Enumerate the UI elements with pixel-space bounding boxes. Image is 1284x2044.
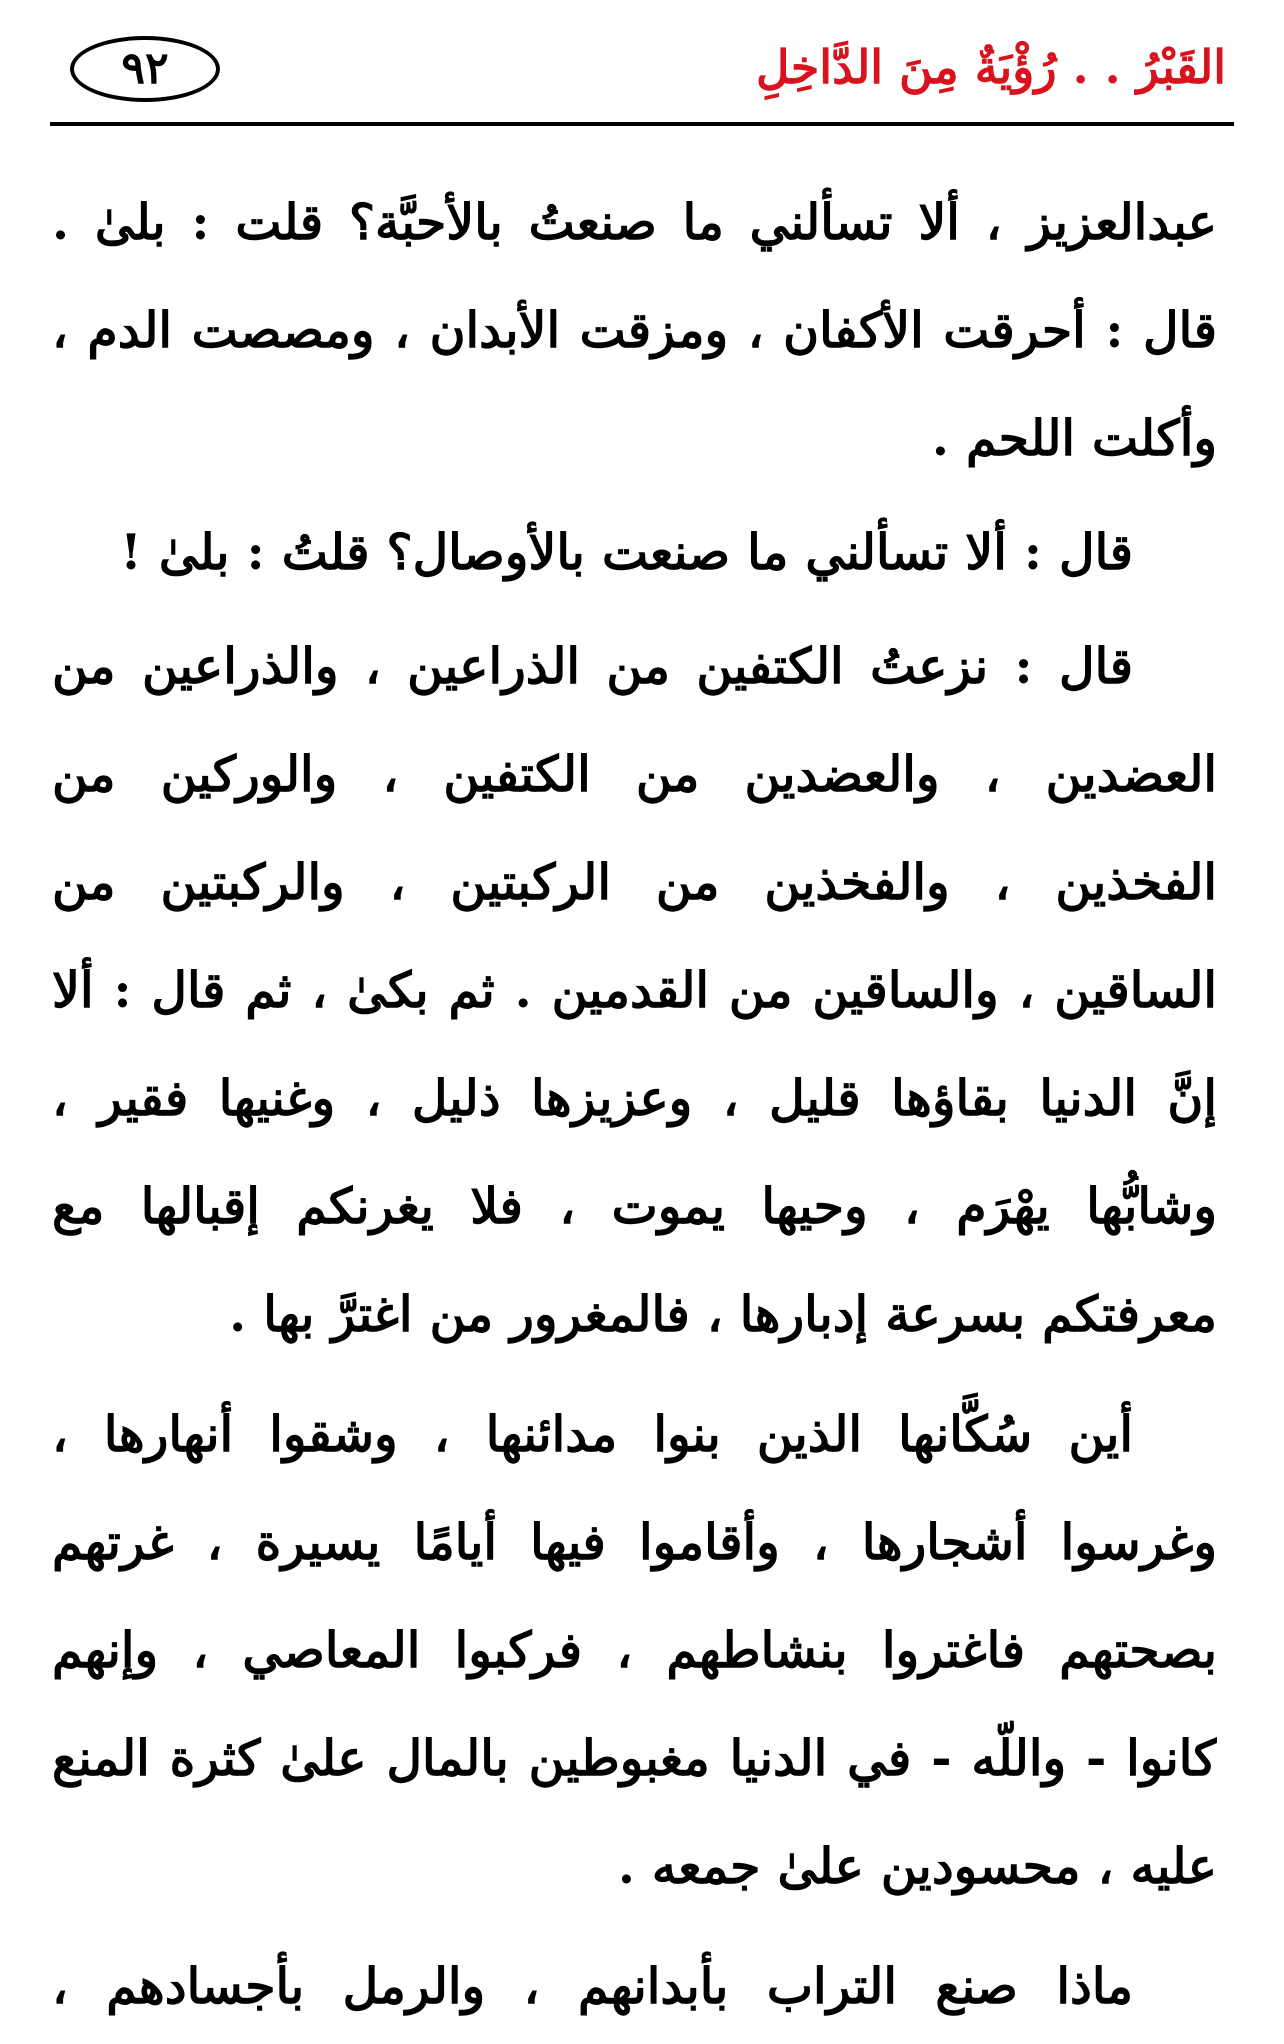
text-line: إنَّ الدنيا بقاؤها قليل ، وعزيزها ذليل ، وغنيها فقير ،	[52, 1069, 1217, 1127]
page-header	[50, 30, 1234, 126]
text-line: العضدين ، والعضدين من الكتفين ، والوركين من	[52, 745, 1217, 803]
text-line: عبدالعزيز ، ألا تسألني ما صنعتُ بالأحبَّة؟ قلت : بلىٰ .	[52, 193, 1217, 251]
text-line: ماذا صنع التراب بأبدانهم ، والرمل بأجسادهم ،	[52, 1957, 1133, 2015]
paragraph-gap	[52, 1372, 1217, 1384]
text-line: الفخذين ، والفخذين من الركبتين ، والركبتين من	[52, 853, 1217, 911]
text-line: معرفتكم بسرعة إدبارها ، فالمغرور من اغترَّ بها .	[229, 1285, 1217, 1343]
text-line: عليه ، محسودين علىٰ جمعه .	[617, 1837, 1217, 1895]
text-line: قال : ألا تسألني ما صنعت بالأوصال؟ قلتُ : بلىٰ !	[120, 523, 1133, 581]
text-line: قال : نزعتُ الكتفين من الذراعين ، والذراعين من	[52, 637, 1133, 695]
text-line: وغرسوا أشجارها ، وأقاموا فيها أيامًا يسيرة ، غرتهم	[52, 1513, 1217, 1571]
text-line: قال : أحرقت الأكفان ، ومزقت الأبدان ، ومصصت الدم ،	[52, 301, 1217, 359]
body-text	[52, 172, 1217, 2044]
header-rule	[50, 122, 1234, 126]
text-line: الساقين ، والساقين من القدمين . ثم بكىٰ ، ثم قال : ألا	[52, 961, 1217, 1019]
paragraph-gap	[52, 1924, 1217, 1936]
page-number-oval	[70, 36, 220, 102]
running-title: القَبْرُ . . رُؤْيَةٌ مِنَ الدَّاخِلِ	[756, 40, 1226, 94]
text-line: وأكلت اللحم .	[931, 409, 1217, 467]
text-line: كانوا - واللّه - في الدنيا مغبوطين بالمال علىٰ كثرة المنع	[52, 1729, 1217, 1787]
text-line: بصحتهم فاغتروا بنشاطهم ، فركبوا المعاصي ، وإنهم	[52, 1621, 1217, 1679]
text-line: أين سُكَّانها الذين بنوا مدائنها ، وشقوا أنهارها ،	[52, 1405, 1133, 1463]
page-number: ٩٢	[121, 43, 169, 94]
text-line: وشابُّها يهْرَم ، وحيها يموت ، فلا يغرنكم إقبالها مع	[52, 1177, 1217, 1235]
